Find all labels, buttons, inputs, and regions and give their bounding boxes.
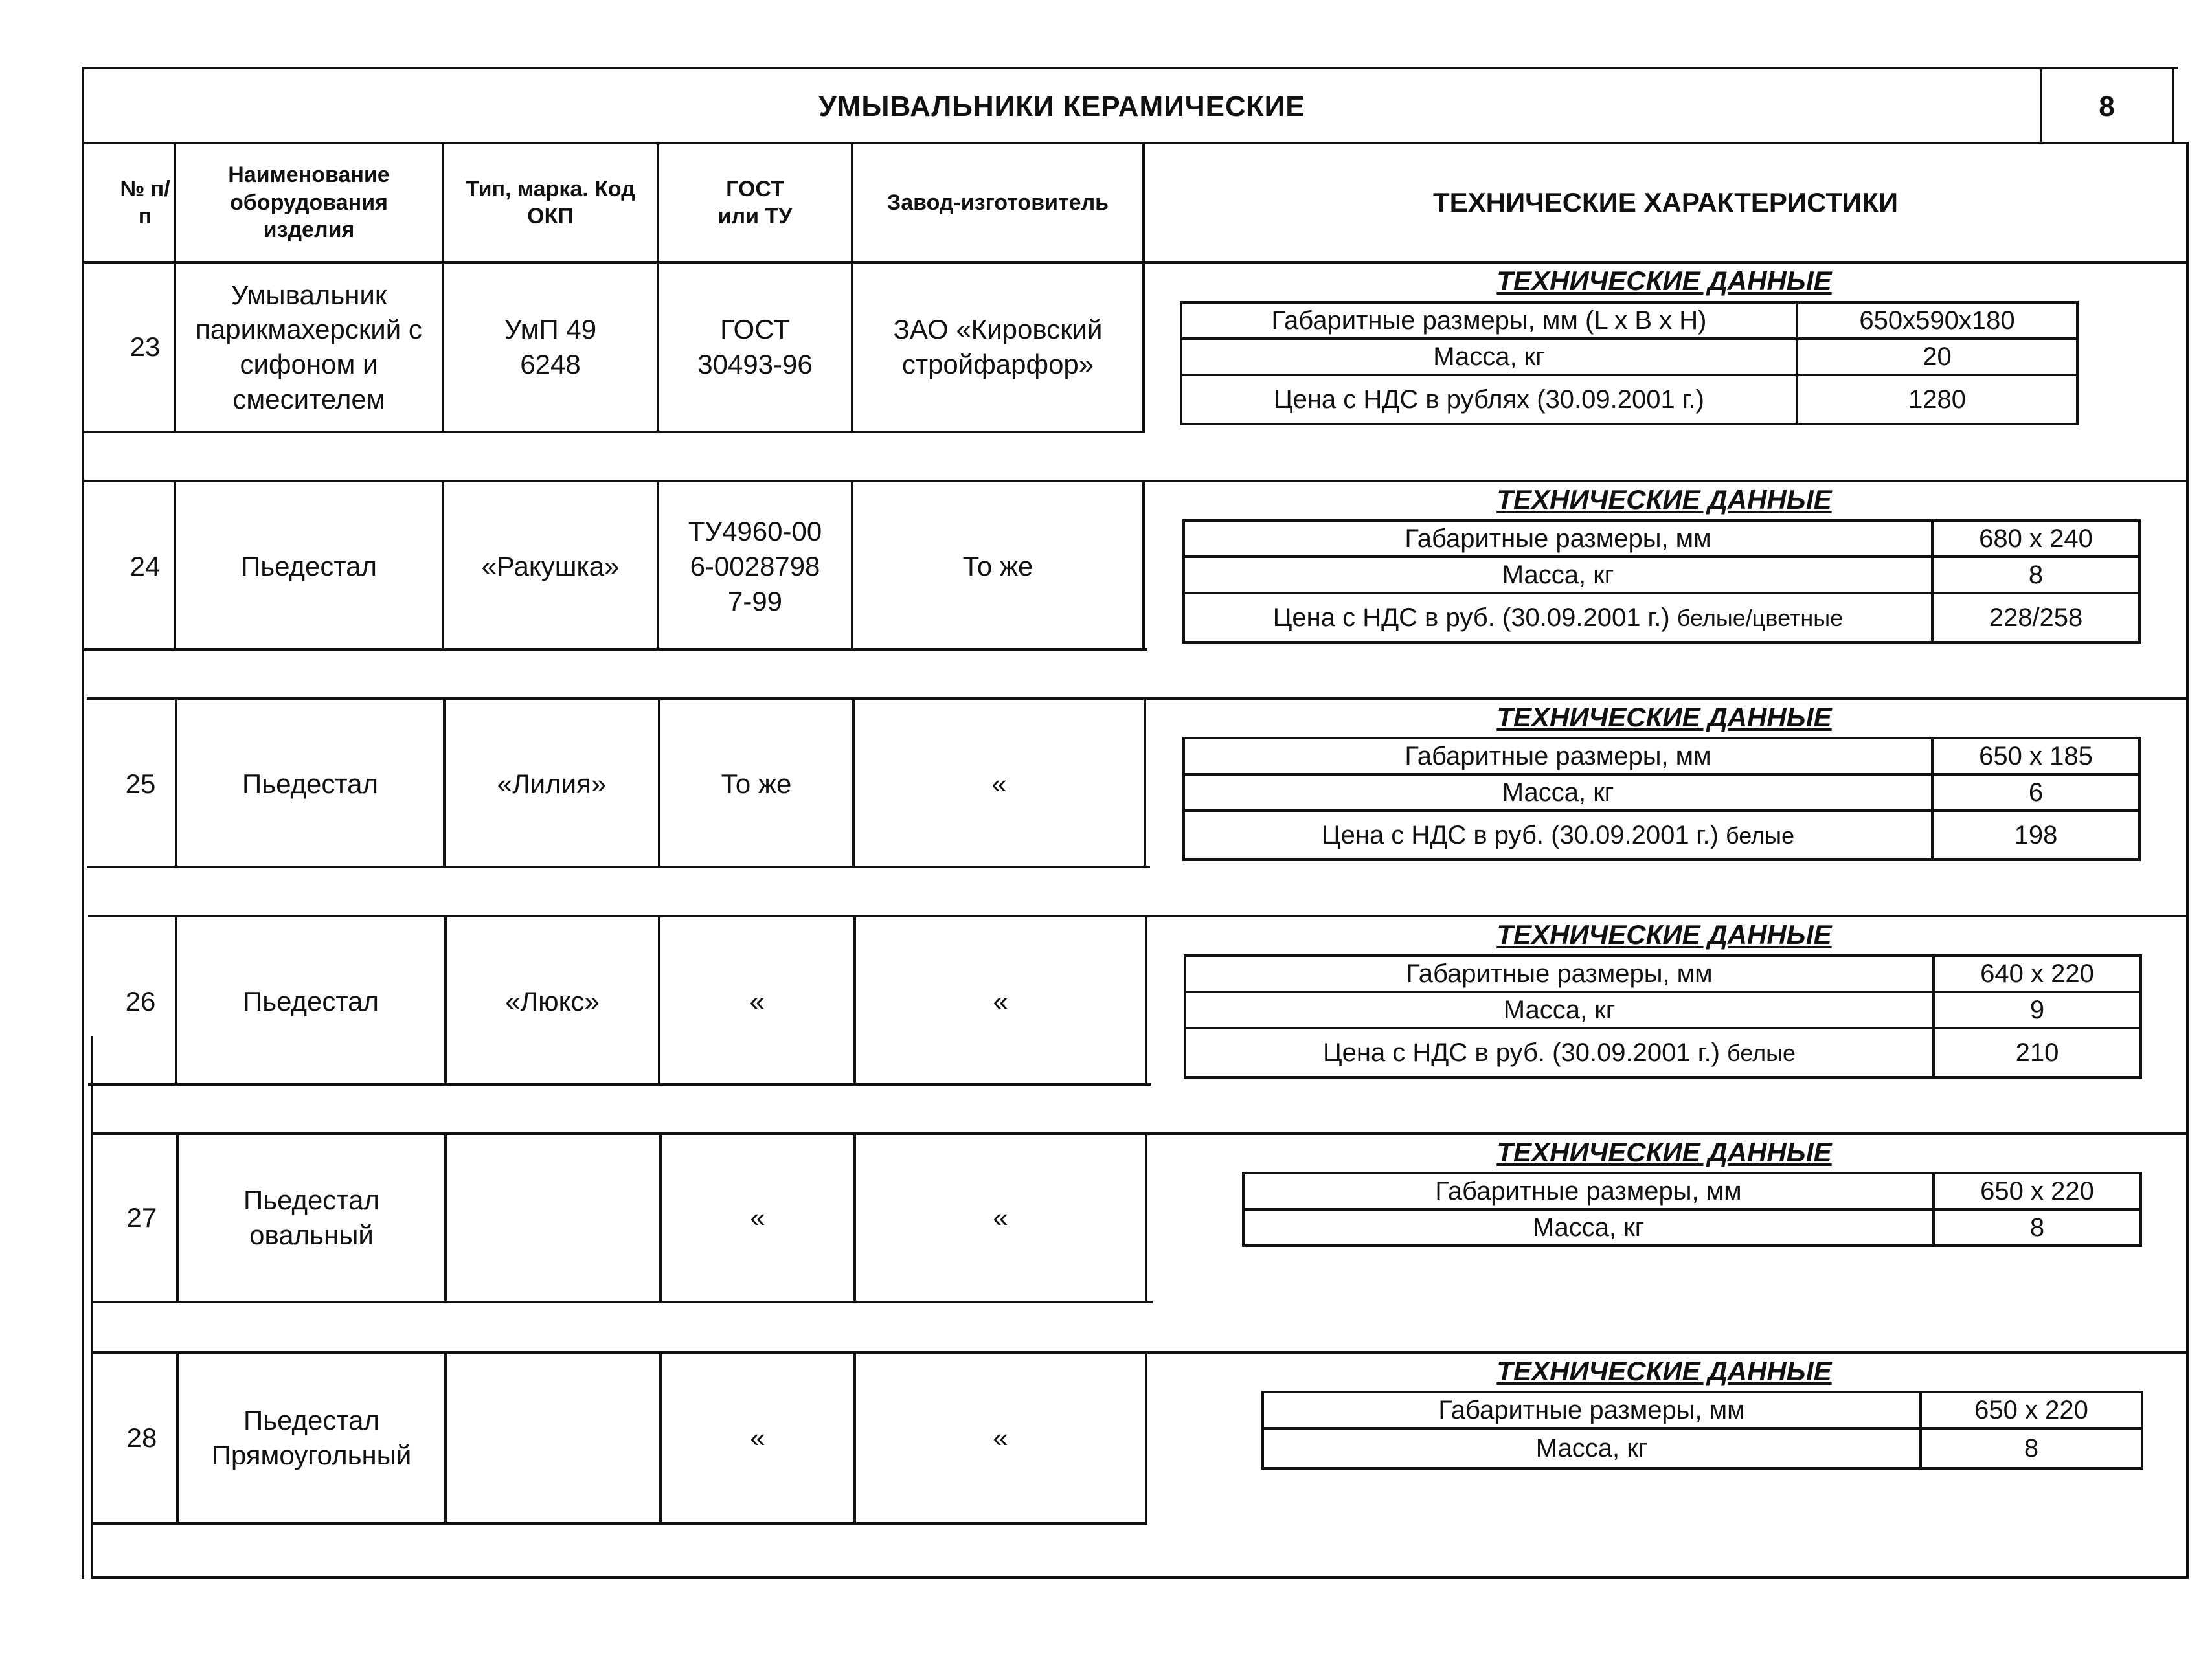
row-type: «Люкс» bbox=[505, 986, 600, 1017]
spec-label: Габаритные размеры, мм bbox=[1184, 521, 1932, 557]
tech-data-title: ТЕХНИЧЕСКИЕ ДАННЫЕ bbox=[1496, 265, 1832, 296]
spec-row bbox=[1185, 992, 2141, 1028]
frame-right-edge-lower bbox=[2186, 144, 2189, 1579]
row-separator bbox=[1145, 1132, 2189, 1135]
spec-row bbox=[1181, 375, 2077, 424]
tech-data-title: ТЕХНИЧЕСКИЕ ДАННЫЕ bbox=[1496, 1356, 1832, 1386]
row-gost: ТУ4960-006-00287987-99 bbox=[688, 516, 822, 616]
spec-row bbox=[1243, 1173, 2141, 1209]
spec-label: Габаритные размеры, мм bbox=[1184, 738, 1932, 774]
row-gost: « bbox=[750, 1202, 765, 1233]
row-bottom-line bbox=[87, 866, 1150, 868]
spec-value: 20 bbox=[1797, 339, 2077, 375]
spec-row bbox=[1185, 1028, 2141, 1077]
row-num: 28 bbox=[126, 1422, 157, 1453]
spec-row bbox=[1184, 521, 2139, 557]
spec-table bbox=[1182, 519, 2141, 644]
spec-value: 650 x 220 bbox=[1934, 1173, 2141, 1209]
col-header-maker: Завод-изготовитель bbox=[886, 190, 1109, 215]
row-bottom-line bbox=[91, 1522, 1147, 1525]
spec-value: 198 bbox=[1932, 811, 2139, 860]
spec-note: белые/цветные bbox=[1676, 604, 1844, 631]
spec-label: Масса, кг bbox=[1181, 339, 1797, 375]
col-divider-5 bbox=[1144, 697, 1146, 868]
spec-value: 650 x 220 bbox=[1921, 1392, 2142, 1428]
col-header-gost: ГОСТ или ТУ bbox=[717, 176, 793, 229]
spec-label: Цена с НДС в руб. (30.09.2001 г.) bbox=[1322, 820, 1719, 849]
page-title: УМЫВАЛЬНИКИ КЕРАМИЧЕСКИЕ bbox=[818, 91, 1305, 122]
row-num: 27 bbox=[126, 1202, 157, 1233]
spec-value: 640 x 220 bbox=[1934, 956, 2141, 992]
spec-table bbox=[1182, 737, 2141, 861]
row-type bbox=[447, 1354, 659, 1522]
spec-note: белые bbox=[1726, 822, 1794, 849]
tech-data-title: ТЕХНИЧЕСКИЕ ДАННЫЕ bbox=[1496, 1137, 1832, 1167]
row-gost: « bbox=[750, 1422, 765, 1453]
spec-label: Габаритные размеры, мм bbox=[1263, 1392, 1921, 1428]
spec-label: Цена с НДС в руб. (30.09.2001 г.) bbox=[1323, 1038, 1720, 1067]
row-separator bbox=[1144, 915, 2189, 917]
row-separator bbox=[1142, 480, 2189, 482]
row-maker: « bbox=[993, 1422, 1008, 1453]
spec-value: 9 bbox=[1934, 992, 2141, 1028]
row-name: Пьедестал bbox=[243, 986, 379, 1017]
tech-data-title: ТЕХНИЧЕСКИЕ ДАННЫЕ bbox=[1496, 919, 1832, 950]
spec-value: 650x590x180 bbox=[1797, 302, 2077, 339]
row-maker: « bbox=[991, 768, 1007, 800]
col-divider-5 bbox=[1145, 1132, 1147, 1303]
frame-bottom-edge bbox=[91, 1576, 2189, 1579]
spec-value: 1280 bbox=[1797, 375, 2077, 424]
row-bottom-line bbox=[91, 1301, 1153, 1303]
spec-label: Масса, кг bbox=[1263, 1428, 1921, 1468]
spec-row bbox=[1181, 339, 2077, 375]
spec-value: 650 x 185 bbox=[1932, 738, 2139, 774]
row-name: Пьедестал bbox=[242, 768, 378, 800]
col-divider-5 bbox=[1145, 1351, 1147, 1525]
row-type: УмП 49 6248 bbox=[504, 314, 597, 379]
col-header-tech: ТЕХНИЧЕСКИЕ ХАРАКТЕРИСТИКИ bbox=[1432, 187, 1899, 218]
col-divider-5 bbox=[1145, 915, 1147, 1086]
spec-label: Масса, кг bbox=[1184, 557, 1932, 593]
col-divider-5 bbox=[1142, 480, 1145, 651]
spec-label: Габаритные размеры, мм (L x B x H) bbox=[1181, 302, 1797, 339]
spec-value: 228/258 bbox=[1932, 593, 2139, 642]
row-name: Умывальник парикмахерский с сифоном и смесителем bbox=[196, 279, 422, 414]
spec-value: 8 bbox=[1932, 557, 2139, 593]
row-maker: То же bbox=[962, 551, 1033, 582]
spec-label: Масса, кг bbox=[1243, 1209, 1934, 1246]
spec-row bbox=[1184, 593, 2139, 642]
spec-label: Цена с НДС в рублях (30.09.2001 г.) bbox=[1181, 375, 1797, 424]
spec-row bbox=[1184, 811, 2139, 860]
row-name: Пьедестал Прямоугольный bbox=[211, 1405, 412, 1470]
row-num: 26 bbox=[125, 986, 156, 1017]
spec-table bbox=[1242, 1172, 2142, 1247]
spec-row bbox=[1263, 1428, 2142, 1468]
row-bottom-line bbox=[84, 648, 1147, 651]
col-header-type: Тип, марка. Код ОКП bbox=[466, 176, 635, 229]
frame-left-edge-lower bbox=[91, 1036, 93, 1579]
spec-label: Габаритные размеры, мм bbox=[1185, 956, 1934, 992]
spec-row bbox=[1184, 774, 2139, 811]
row-maker: ЗАО «Кировский стройфарфор» bbox=[893, 314, 1103, 379]
spec-table bbox=[1261, 1391, 2143, 1470]
spec-row bbox=[1185, 956, 2141, 992]
row-type: «Ракушка» bbox=[481, 551, 620, 582]
frame-right-edge bbox=[2172, 67, 2174, 144]
row-gost: То же bbox=[721, 768, 792, 800]
row-type: «Лилия» bbox=[497, 768, 607, 800]
row-num: 24 bbox=[130, 551, 161, 582]
row-type bbox=[447, 1135, 659, 1301]
spec-value: 6 bbox=[1932, 774, 2139, 811]
row-name: Пьедестал bbox=[241, 551, 377, 582]
row-maker: « bbox=[993, 986, 1008, 1017]
tech-data-title: ТЕХНИЧЕСКИЕ ДАННЫЕ bbox=[1496, 702, 1832, 732]
tech-data-title: ТЕХНИЧЕСКИЕ ДАННЫЕ bbox=[1496, 484, 1832, 515]
row-separator bbox=[1142, 697, 2189, 700]
spec-note: белые bbox=[1727, 1039, 1796, 1066]
spec-row bbox=[1184, 738, 2139, 774]
spec-row bbox=[1181, 302, 2077, 339]
row-gost: « bbox=[749, 986, 765, 1017]
spec-row bbox=[1243, 1209, 2141, 1246]
spec-label: Масса, кг bbox=[1184, 774, 1932, 811]
spec-value: 8 bbox=[1921, 1428, 2142, 1468]
spec-value: 210 bbox=[1934, 1028, 2141, 1077]
col-divider-5-hdr bbox=[1142, 142, 1145, 431]
row-bottom-line bbox=[88, 1083, 1151, 1086]
row-bottom-line bbox=[82, 431, 1145, 433]
spec-label: Цена с НДС в руб. (30.09.2001 г.) bbox=[1272, 603, 1670, 632]
row-name: Пьедестал овальный bbox=[243, 1185, 379, 1250]
row-num: 23 bbox=[130, 331, 161, 363]
page-number: 8 bbox=[2099, 91, 2116, 122]
col-header-num: № п/п bbox=[120, 176, 170, 229]
row-num: 25 bbox=[125, 768, 156, 800]
spec-table bbox=[1180, 301, 2079, 425]
spec-label: Габаритные размеры, мм bbox=[1243, 1173, 1934, 1209]
spec-value: 8 bbox=[1934, 1209, 2141, 1246]
row-separator bbox=[1145, 1351, 2189, 1354]
row-maker: « bbox=[993, 1202, 1008, 1233]
spec-row bbox=[1263, 1392, 2142, 1428]
spec-value: 680 x 240 bbox=[1932, 521, 2139, 557]
spec-label: Масса, кг bbox=[1185, 992, 1934, 1028]
spec-table bbox=[1184, 954, 2142, 1079]
row-gost: ГОСТ 30493-96 bbox=[697, 314, 813, 379]
spec-row bbox=[1184, 557, 2139, 593]
col-header-name: Наименование оборудования изделия bbox=[228, 163, 390, 243]
